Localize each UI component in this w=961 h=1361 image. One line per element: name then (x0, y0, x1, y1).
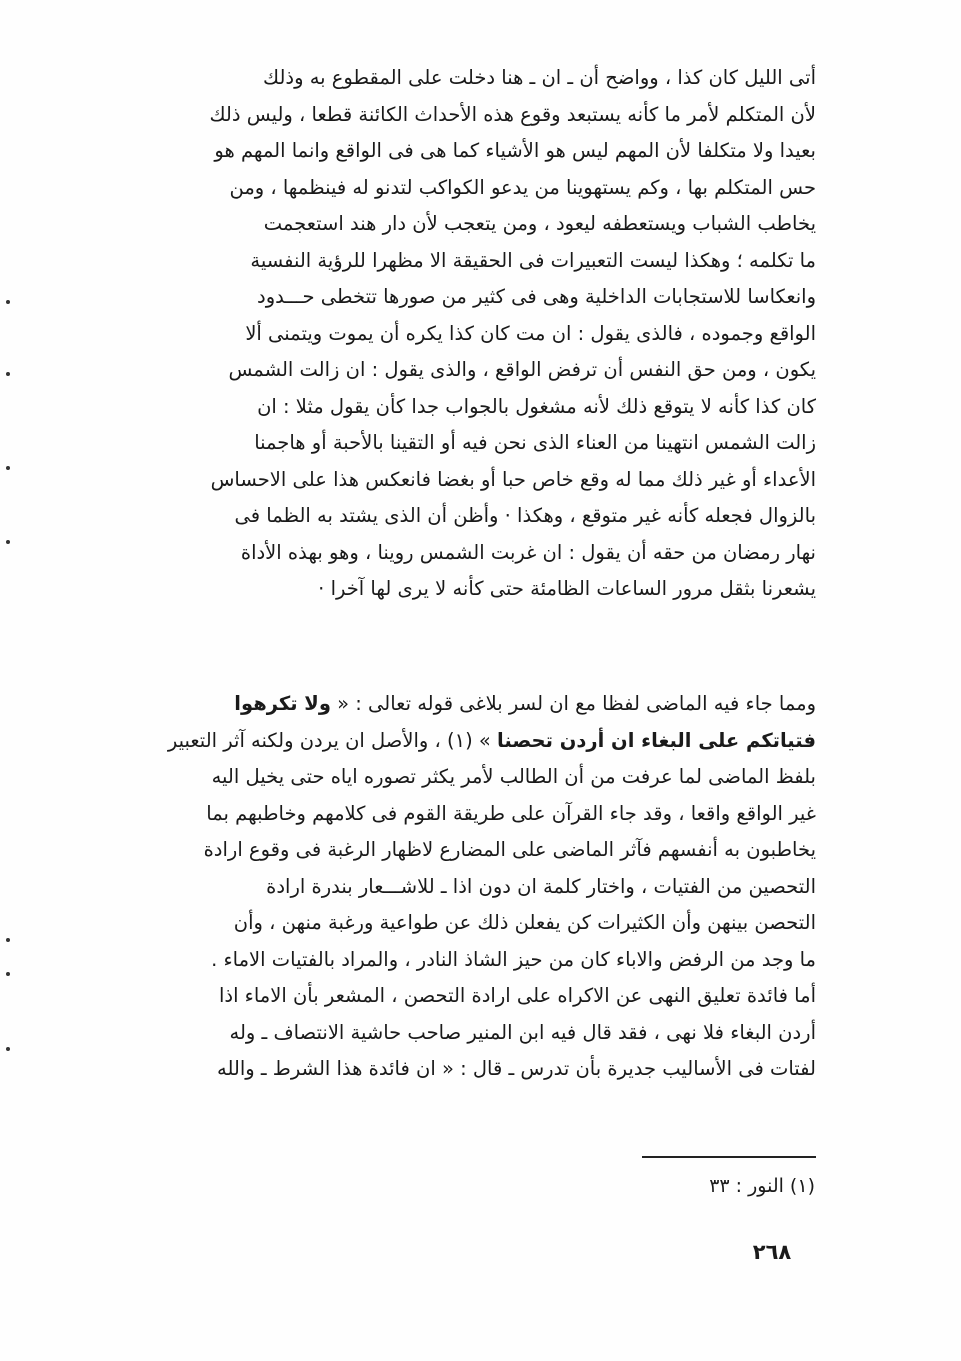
text-line (140, 723, 816, 760)
text-line: لأن المتكلم لأمر ما كأنه يستبعد وقوع هذه الأحداث الكائنة قطعا ، وليس ذلك (209, 102, 816, 126)
margin-mark (6, 1047, 10, 1051)
text-line: بعيدا ولا متكلفا لأن المهم ليس هو الأشياء كما هى فى الواقع وانما المهم هو (214, 139, 816, 162)
text-line: يخاطب الشباب ويستعطفه ليعود ، ومن يتعجب لأن دار هند استعجمت (263, 212, 816, 235)
margin-mark (6, 972, 10, 976)
text-line: كان كذا كأنه لا يتوقع ذلك لأنه مشغول بالجواب جدا كأن يقول مثلا : ان (257, 394, 816, 418)
text-line: الأعداء أو غير ذلك مما له وقع خاص حبا أو بغضا فانعكس هذا على الاحساس (210, 467, 816, 491)
text-line: بلفظ الماضى لما عرفت من أن الطالب لأمر يكثر تصوره اياه حتى يخيل اليه (211, 765, 816, 788)
paragraph-1 (140, 60, 816, 608)
margin-mark (6, 938, 10, 942)
page-number: ٢٦٨ (752, 1240, 792, 1264)
paragraph-2 (140, 686, 816, 1088)
text-line: يشعرنا بثقل مرور الساعات الظامئة حتى كأنه لا يرى لها آخرا · (318, 577, 816, 600)
text-line: غير الواقع واقعا ، وقد جاء القرآن على طريقة القوم فى كلامهم وخاطبهم بما (206, 801, 816, 825)
footnote: (١) النور : ٣٣ (709, 1175, 815, 1197)
text-line: أردن البغاء فلا نهى ، فقد قال فيه ابن المنير صاحب حاشية الانتصاف ـ وله (229, 1020, 816, 1044)
margin-mark (6, 372, 10, 376)
text-line (140, 686, 816, 723)
quote-tail: » (١) ، والأصل ان يردن ولكنه آثر التعبير (167, 728, 498, 752)
margin-mark (6, 540, 10, 544)
text-line: يكون ، ومن حق النفس أن ترفض الواقع ، والذى يقول : ان زالت الشمس (228, 358, 816, 381)
text-line: التحصين من الفتيات ، واختار كلمة ان دون اذا ـ للاشـــعار بندرة ارادة (266, 874, 816, 898)
text-line: لفتات فى الأساليب جديرة بأن تدرس ـ قال : « ان فائدة هذا الشرط ـ والله (216, 1057, 816, 1080)
footnote-divider (642, 1156, 816, 1158)
text-line: نهار رمضان من حقه أن يقول : ان غربت الشمس روينا ، وهو بهذه الأداة (240, 540, 816, 564)
text-line: أما فائدة تعليق النهى عن الاكراه على ارادة التحصن ، المشعر بأن الاماء اذا (218, 984, 816, 1007)
text-line: ما تكلمه ؛ وهكذا ليست التعبيرات فى الحقيقة الا مظهرا للرؤية النفسية (250, 248, 816, 272)
margin-mark (6, 300, 10, 304)
text-line: أتى الليل كان كذا ، وواضح أن ـ ان ـ هنا دخلت على المقطوع به وذلك (263, 66, 816, 89)
text-line: التحصن بينهن وأن الكثيرات كن يفعلن ذلك عن طواعية ورغبة منهن ، وأن (233, 911, 816, 934)
text-line: زالت الشمس انتهينا من العناء الذى نحن فيه أو التقينا بالأحبة أو هاجمنا (254, 431, 816, 454)
text-line: حس المتكلم بها ، وكم يستهوينا من يدعو الكواكب لتدنو له فينظمها ، ومن (229, 175, 816, 199)
quote-intro: ومما جاء فيه الماضى لفظا مع ان لسر بلاغى قوله تعالى : « (330, 692, 816, 715)
margin-mark (6, 466, 10, 470)
quran-quote: فتياتكم على البغاء ان أردن تحصنا (497, 728, 816, 752)
text-line: بالزوال فجعله كأنه غير متوقع ، وهكذا · وأظن أن الذى يشتد به الظما فى (234, 504, 816, 527)
text-line: يخاطبون به أنفسهم فآثر الماضى على المضارع لاظهار الرغبة فى وقوع ارادة (203, 838, 816, 861)
quran-quote: ولا تكرهوا (234, 692, 331, 715)
text-line: الواقع وجموده ، فالذى يقول : ان مت كان كذا يكره أن يموت ويتمنى ألا (245, 321, 816, 345)
text-line: وانعكاسا للاستجابات الداخلية وهى فى كثير من صورها تتخطى حـــدود (257, 285, 816, 308)
text-line: ما وجد من الرفض والاباء كان من حيز الشاذ النادر ، والمراد بالفتيات الاماء . (211, 947, 816, 971)
